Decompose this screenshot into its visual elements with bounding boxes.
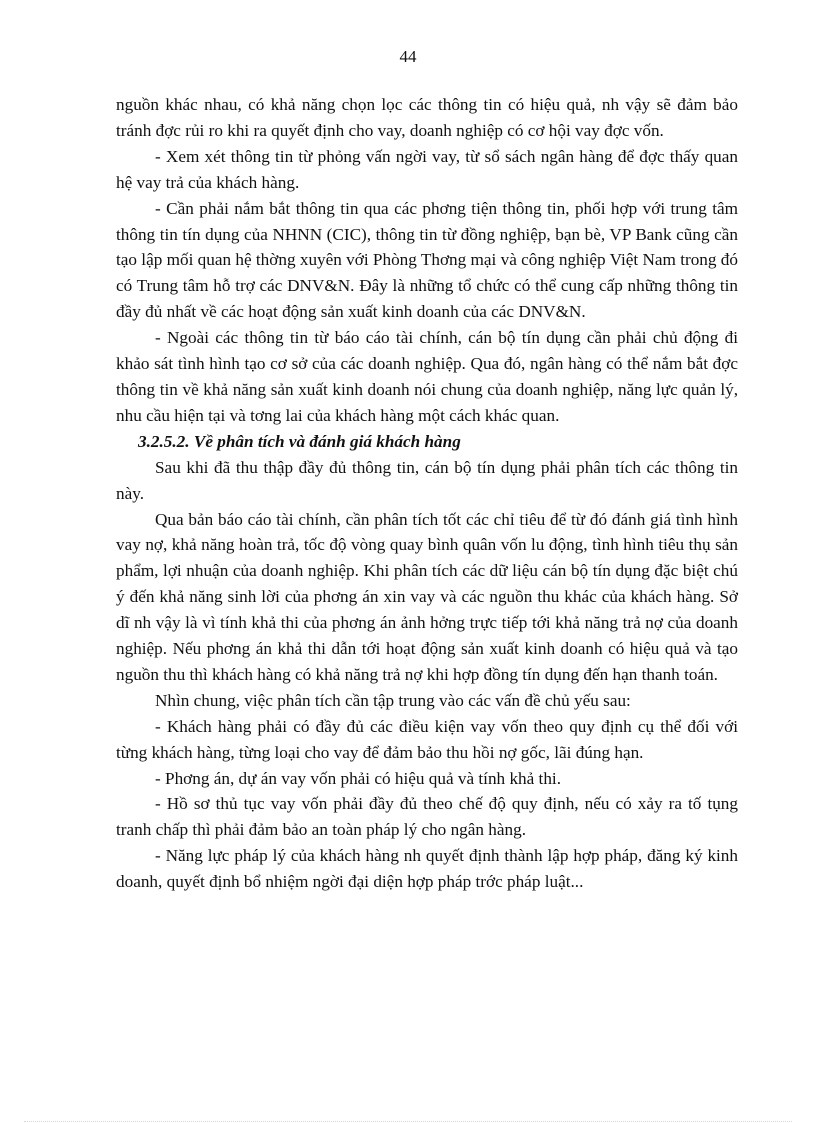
page-number: 44	[399, 47, 417, 66]
list-item-project-feasibility: - Phơng án, dự án vay vốn phải có hiệu quả và tính khả thi.	[155, 768, 561, 788]
page-bottom-divider	[24, 1121, 792, 1122]
paragraph-financial-analysis: Qua bản báo cáo tài chính, cần phân tích tốt các chỉ tiêu để từ đó đánh giá tình hình vay nợ, khả năng hoàn trả, tốc độ vòng quay bình quân vốn lu động, tình hình tiêu thụ sản phẩm, lợi nhuận của doanh nghiệp. Khi phân tích các dữ liệu cán bộ tín dụng đặc biệt chú ý đến khả năng sinh lời của phơng án xin vay và các nguồn thu khác của khách hàng. Sở dĩ nh vậy là vì tính khả thi của phơng án ảnh hởng trực tiếp tới khả năng trả nợ của doanh nghiệp. Nếu phơng án khả thi dẫn tới hoạt động sản xuất kinh doanh có hiệu quả và tạo nguồn thu thì khách hàng có khả năng trả nợ khi hợp đồng tín dụng đến hạn thanh toán.	[116, 509, 738, 684]
list-item-legal-capacity: - Năng lực pháp lý của khách hàng nh quyết định thành lập hợp pháp, đăng ký kinh doanh, quyết định bổ nhiệm ngời đại diện hợp pháp trớc pháp luật...	[116, 846, 738, 892]
paragraph-field-survey: - Ngoài các thông tin từ báo cáo tài chính, cán bộ tín dụng cần phải chủ động đi khảo sát tình hình tạo cơ sở của các doanh nghiệp. Qua đó, ngân hàng có thể nắm bắt đợc thông tin về khả năng sản xuất kinh doanh nói chung của doanh nghiệp, năng lực quản lý, nhu cầu hiện tại và tơng lai của khách hàng một cách khác quan.	[116, 328, 738, 425]
paragraph-interview: - Xem xét thông tin từ phỏng vấn ngời vay, từ sổ sách ngân hàng để đợc thấy quan hệ vay trả của khách hàng.	[116, 146, 738, 192]
paragraph-sources: nguồn khác nhau, có khả năng chọn lọc các thông tin có hiệu quả, nh vậy sẽ đảm bảo tránh đợc rủi ro khi ra quyết định cho vay, doanh nghiệp có cơ hội vay đợc vốn.	[116, 95, 738, 140]
list-item-loan-dossier: - Hồ sơ thủ tục vay vốn phải đầy đủ theo chế độ quy định, nếu có xảy ra tố tụng tranh chấp thì phải đảm bảo an toàn pháp lý cho ngân hàng.	[116, 794, 738, 840]
section-heading: 3.2.5.2. Về phân tích và đánh giá khách hàng	[138, 431, 461, 451]
document-body	[116, 92, 738, 895]
paragraph-after-collection: Sau khi đã thu thập đầy đủ thông tin, cán bộ tín dụng phải phân tích các thông tin này.	[116, 457, 738, 503]
paragraph-focus-intro: Nhìn chung, việc phân tích cần tập trung vào các vấn đề chủ yếu sau:	[155, 690, 631, 710]
paragraph-information-channels: - Cần phải nắm bắt thông tin qua các phơng tiện thông tin, phối hợp với trung tâm thông tin tín dụng của NHNN (CIC), thông tin từ đồng nghiệp, bạn bè, VP Bank cũng cần tạo lập mối quan hệ thờng xuyên với Phòng Thơng mại và công nghiệp Việt Nam trong đó có Trung tâm hỗ trợ các DNV&N. Đây là những tổ chức có thể cung cấp những thông tin đầy đủ nhất về các hoạt động sản xuất kinh doanh của các DNV&N.	[116, 198, 738, 322]
list-item-loan-conditions: - Khách hàng phải có đầy đủ các điều kiện vay vốn theo quy định cụ thể đối với từng khách hàng, từng loại cho vay để đảm bảo thu hồi nợ gốc, lãi đúng hạn.	[116, 716, 738, 762]
